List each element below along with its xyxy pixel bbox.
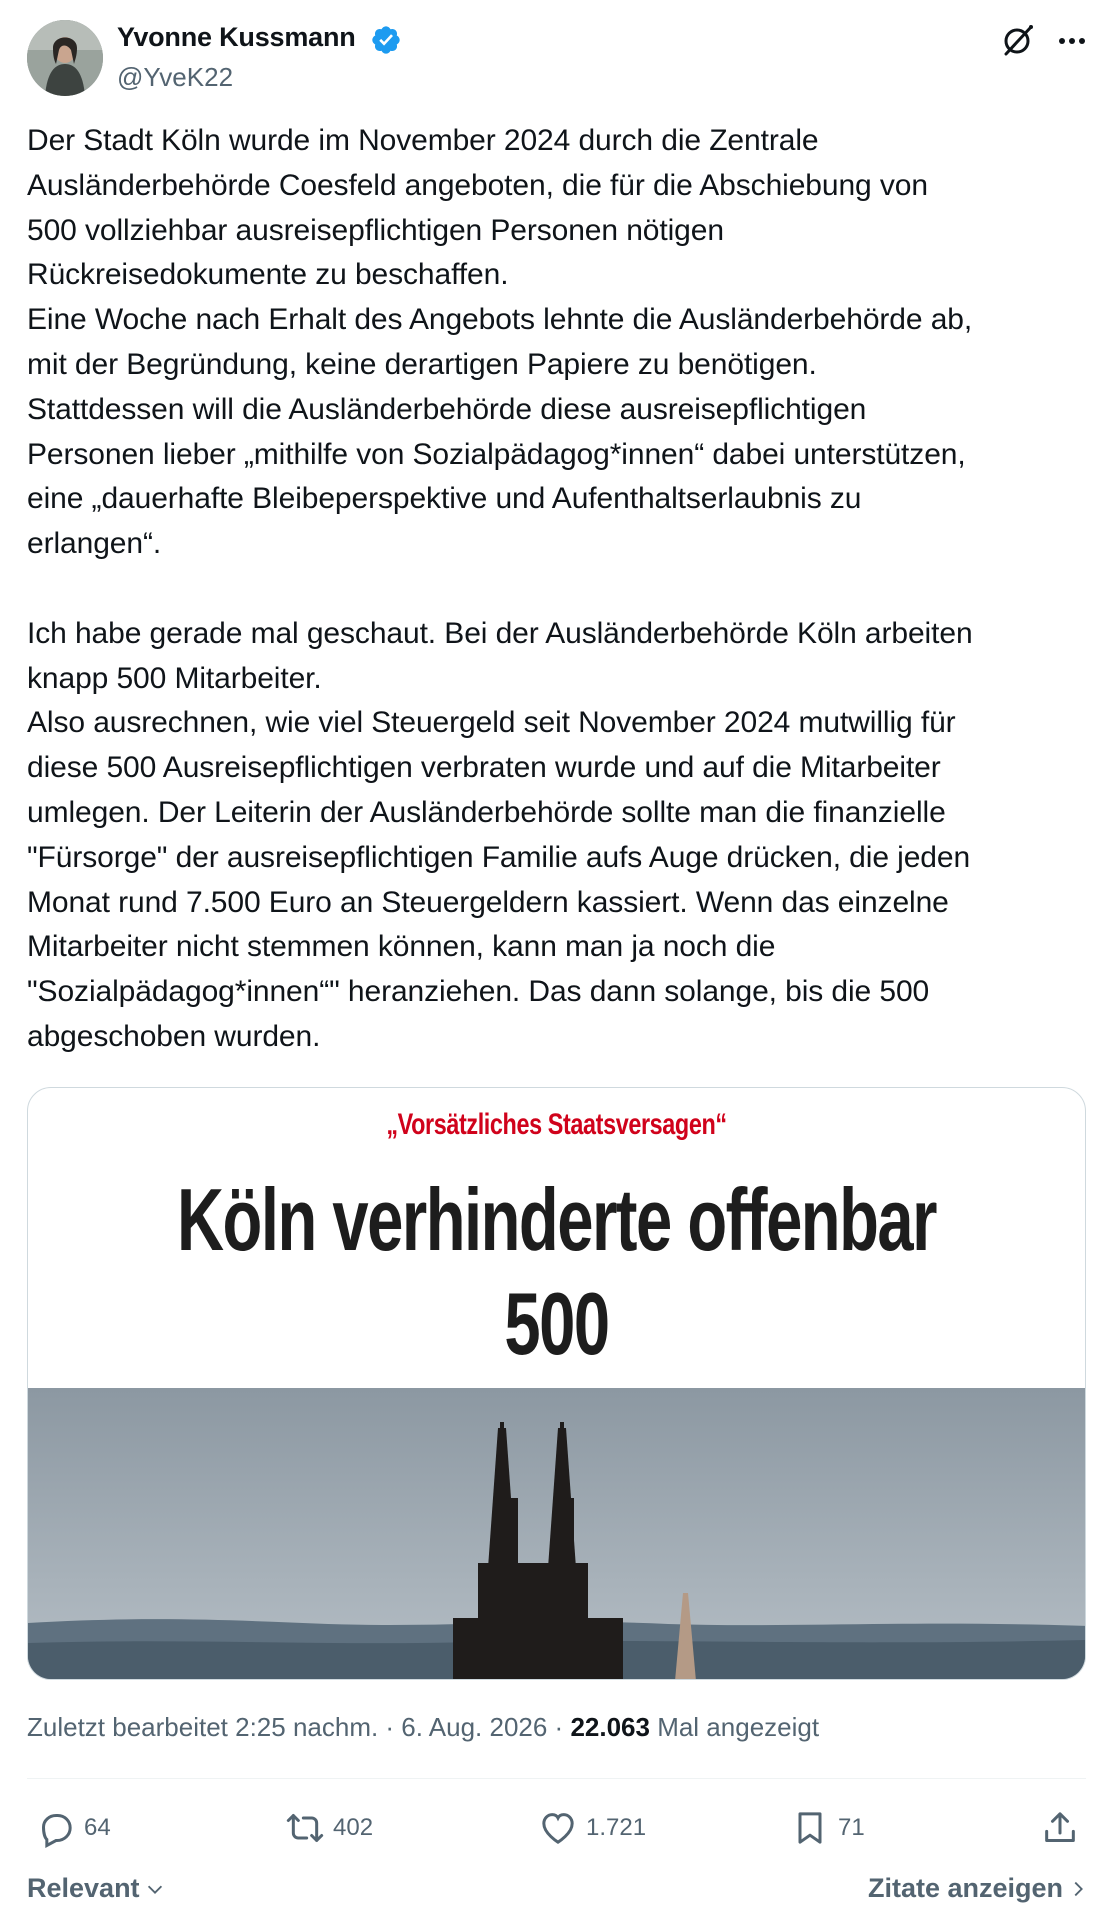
reply-icon <box>36 1808 76 1848</box>
views-label: Mal angezeigt <box>649 1712 820 1742</box>
sort-label: Relevant <box>27 1873 140 1903</box>
like-button[interactable] <box>538 1805 646 1851</box>
post-meta <box>27 1712 819 1743</box>
views-count: 22.063 <box>570 1712 650 1742</box>
bookmark-button[interactable] <box>790 1805 865 1851</box>
chevron-right-icon <box>1067 1878 1089 1900</box>
bookmark-count: 71 <box>838 1814 865 1841</box>
chevron-down-icon <box>144 1878 166 1900</box>
heart-icon <box>538 1808 578 1848</box>
media-kicker: „Vorsätzliches Staatsversagen“ <box>386 1108 727 1141</box>
repost-count: 402 <box>333 1814 374 1841</box>
divider <box>27 1778 1086 1779</box>
reply-count: 64 <box>84 1814 111 1841</box>
repost-icon <box>285 1808 325 1848</box>
media-headline-line1: Köln verhinderte offenbar 500 <box>176 1170 937 1373</box>
quotes-label: Zitate anzeigen <box>867 1873 1063 1903</box>
media-card[interactable] <box>27 1087 1086 1680</box>
reply-button[interactable] <box>36 1805 111 1851</box>
author-handle[interactable]: @YveK22 <box>117 62 234 92</box>
view-quotes-link[interactable] <box>868 1873 1089 1904</box>
post-text: Der Stadt Köln wurde im November 2024 durch die Zentrale Ausländerbehörde Coesfeld angeboten, die für die Abschiebung von 500 vollziehbar ausreisepflichtigen Personen nötigen Rückreisedokumente zu beschaffen. Eine Woche nach Erhalt des Angebots lehnte die Ausländerbehörde ab, mit der Begründung, keine derartigen Papiere zu benötigen. Stattdessen will die Ausländerbehörde diese ausreisepflichtigen Personen lieber „mithilfe von Sozialpädagog*innen“ dabei unterstützen, eine „dauerhafte Bleibeperspektive und Aufenthaltserlaubnis zu erlangen“. Ich habe gerade mal geschaut. Bei der Ausländerbehörde Köln arbeiten knapp 500 Mitarbeiter. Also ausrechnen, wie viel Steuergeld seit November 2024 mutwillig für diese 500 Ausreisepflichtigen verbraten wurde und auf die Mitarbeiter umlegen. Der Leiterin der Ausländerbehörde sollte man die finanzielle "Fürsorge" der ausreisepflichtigen Familie aufs Auge drücken, die jeden Monat rund 7.500 Euro an Steuergeldern kassiert. Wenn das einzelne Mitarbeiter nicht stemmen können, kann man ja noch die "Sozialpädagog*innen“" heranziehen. Das dann solange, bis die 500 abgeschoben wurden. <box>27 124 973 1053</box>
share-icon <box>1040 1808 1080 1848</box>
edited-timestamp[interactable]: Zuletzt bearbeitet 2:25 nachm. · 6. Aug. 2026 · <box>27 1712 571 1742</box>
avatar[interactable] <box>27 20 103 96</box>
cathedral-photo <box>28 1388 1086 1680</box>
verified-badge-icon <box>370 24 402 56</box>
sort-relevant-dropdown[interactable] <box>27 1873 166 1904</box>
repost-button[interactable] <box>285 1805 373 1851</box>
bookmark-icon <box>790 1808 830 1848</box>
more-options-icon[interactable] <box>1054 26 1090 56</box>
like-count: 1.721 <box>586 1814 647 1841</box>
grok-icon[interactable] <box>1000 22 1036 58</box>
author-name[interactable]: Yvonne Kussmann <box>117 22 356 52</box>
share-button[interactable] <box>1040 1805 1080 1851</box>
